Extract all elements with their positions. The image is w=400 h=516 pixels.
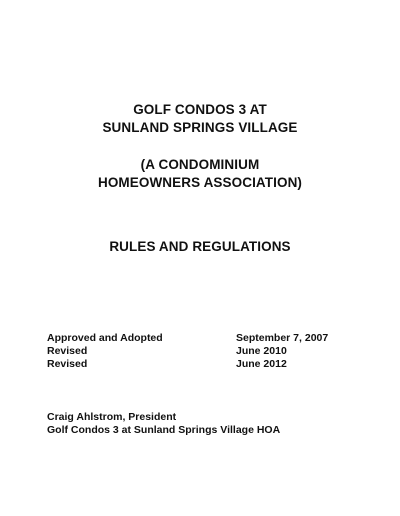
document-title <box>0 238 400 256</box>
history-date: June 2010 <box>236 345 287 357</box>
association-subtitle <box>0 156 400 192</box>
history-label: Approved and Adopted <box>47 332 163 344</box>
community-title-line-2: SUNLAND SPRINGS VILLAGE <box>102 120 298 135</box>
history-date: June 2012 <box>236 358 287 370</box>
history-date: September 7, 2007 <box>236 332 329 344</box>
signatory-organization: Golf Condos 3 at Sunland Springs Village HOA <box>47 424 281 436</box>
community-title-line-1: GOLF CONDOS 3 AT <box>133 102 267 117</box>
association-subtitle-line-1: (A CONDOMINIUM <box>140 157 260 172</box>
community-title <box>0 101 400 137</box>
history-label: Revised <box>47 345 88 357</box>
history-label: Revised <box>47 358 88 370</box>
document-title-text: RULES AND REGULATIONS <box>109 239 291 254</box>
signatory-name: Craig Ahlstrom, President <box>47 411 177 423</box>
signature-block <box>47 411 387 437</box>
association-subtitle-line-2: HOMEOWNERS ASSOCIATION) <box>97 175 303 190</box>
